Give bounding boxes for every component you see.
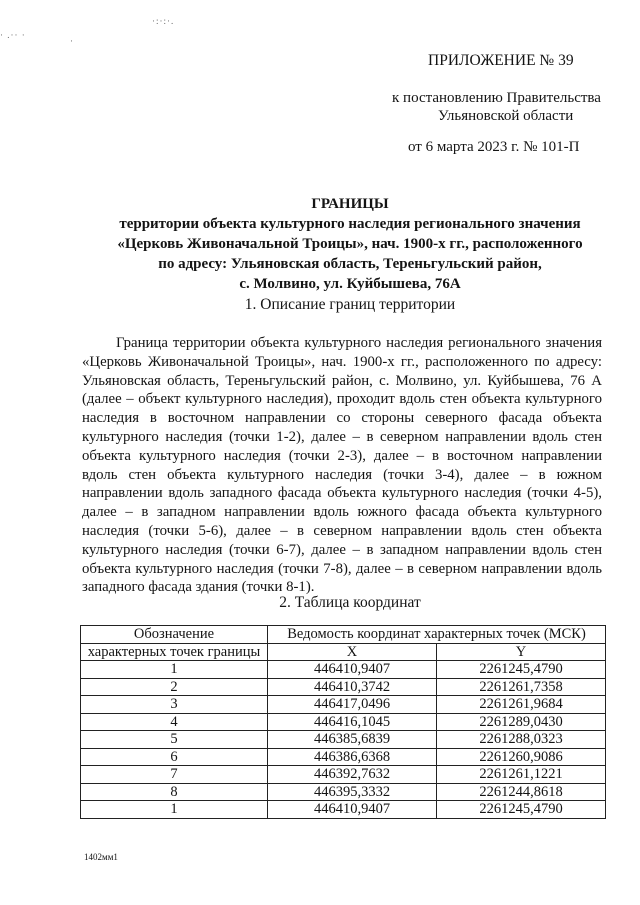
table-row bbox=[81, 696, 606, 714]
x-cell: 446417,0496 bbox=[268, 696, 437, 714]
y-cell: 2261244,8618 bbox=[437, 783, 606, 801]
boundary-description bbox=[82, 334, 602, 597]
point-cell: 5 bbox=[81, 731, 268, 749]
table-row bbox=[81, 748, 606, 766]
section-2-heading: 2. Таблица координат bbox=[279, 594, 421, 611]
table-row bbox=[81, 783, 606, 801]
point-cell: 4 bbox=[81, 713, 268, 731]
y-cell: 2261288,0323 bbox=[437, 731, 606, 749]
x-cell: 446385,6839 bbox=[268, 731, 437, 749]
y-cell: 2261245,4790 bbox=[437, 801, 606, 819]
y-header: Y bbox=[437, 643, 606, 661]
point-cell: 7 bbox=[81, 766, 268, 784]
table-row bbox=[81, 713, 606, 731]
y-cell: 2261289,0430 bbox=[437, 713, 606, 731]
scan-artifact-left: · .·· · bbox=[0, 30, 26, 40]
scan-artifact-dot: · bbox=[70, 36, 74, 46]
point-cell: 1 bbox=[81, 661, 268, 679]
title-line-4: по адресу: Ульяновская область, Тереньгульский район, bbox=[158, 256, 542, 272]
footer-code: 1402мм1 bbox=[84, 852, 118, 862]
appendix-title: ПРИЛОЖЕНИЕ № 39 bbox=[428, 52, 574, 69]
title-line-3: «Церковь Живоначальной Троицы», нач. 1900-х гг., расположенного bbox=[117, 236, 583, 252]
title-line-5: с. Молвино, ул. Куйбышева, 76А bbox=[239, 276, 461, 292]
title-line-2: территории объекта культурного наследия регионального значения bbox=[119, 216, 581, 232]
point-cell: 8 bbox=[81, 783, 268, 801]
y-cell: 2261260,9086 bbox=[437, 748, 606, 766]
scan-artifact-top: ·:·:·. bbox=[152, 16, 175, 26]
table-row bbox=[81, 731, 606, 749]
resolution-line-1: к постановлению Правительства bbox=[392, 90, 601, 106]
point-designation-header-2: характерных точек границы bbox=[81, 643, 268, 661]
coordinates-table bbox=[80, 625, 606, 819]
x-cell: 446395,3332 bbox=[268, 783, 437, 801]
point-cell: 2 bbox=[81, 678, 268, 696]
x-cell: 446410,9407 bbox=[268, 661, 437, 679]
point-designation-header-1: Обозначение bbox=[81, 626, 268, 644]
point-cell: 6 bbox=[81, 748, 268, 766]
section-1-heading: 1. Описание границ территории bbox=[244, 296, 456, 313]
title-line-1: ГРАНИЦЫ bbox=[311, 196, 389, 212]
coords-statement-header: Ведомость координат характерных точек (МСК) bbox=[268, 626, 606, 644]
resolution-date: от 6 марта 2023 г. № 101-П bbox=[408, 139, 580, 155]
table-row bbox=[81, 766, 606, 784]
table-row bbox=[81, 678, 606, 696]
point-cell: 1 bbox=[81, 801, 268, 819]
y-cell: 2261261,7358 bbox=[437, 678, 606, 696]
y-cell: 2261245,4790 bbox=[437, 661, 606, 679]
document-title bbox=[40, 194, 640, 294]
x-cell: 446386,6368 bbox=[268, 748, 437, 766]
table-row bbox=[81, 661, 606, 679]
table-row bbox=[81, 801, 606, 819]
y-cell: 2261261,9684 bbox=[437, 696, 606, 714]
x-cell: 446392,7632 bbox=[268, 766, 437, 784]
x-cell: 446410,3742 bbox=[268, 678, 437, 696]
table-header-row bbox=[81, 626, 606, 644]
point-cell: 3 bbox=[81, 696, 268, 714]
x-header: X bbox=[268, 643, 437, 661]
table-subheader-row bbox=[81, 643, 606, 661]
y-cell: 2261261,1221 bbox=[437, 766, 606, 784]
x-cell: 446410,9407 bbox=[268, 801, 437, 819]
boundary-description-text: Граница территории объекта культурного наследия регионального значения «Церковь Живоначальной Троицы», нач. 1900-х гг., расположенного по адресу: Ульяновская область, Тереньгульский район, с. Молвино, ул. Куйбышева, 76 А (далее – объект культурного наследия), проходит вдоль стен объекта культурного наследия в восточном направлении со стороны северного фасада объекта культурного наследия (точки 1-2), далее – в северном направлении вдоль стен объекта культурного наследия (точки 2-3), далее – в восточном направлении вдоль стен объекта культурного наследия (точки 3-4), далее – в южном направлении вдоль западного фасада объекта культурного наследия (точки 4-5), далее – в западном направлении вдоль южного фасада объекта культурного наследия (точки 5-6), далее – в северном направлении вдоль стен объекта культурного наследия (точки 6-7), далее – в западном направлении вдоль стен объекта культурного наследия (точки 7-8), далее – в северном направлении вдоль западного фасада здания (точки 8-1). bbox=[82, 335, 602, 596]
resolution-line-2: Ульяновской области bbox=[438, 108, 574, 124]
x-cell: 446416,1045 bbox=[268, 713, 437, 731]
